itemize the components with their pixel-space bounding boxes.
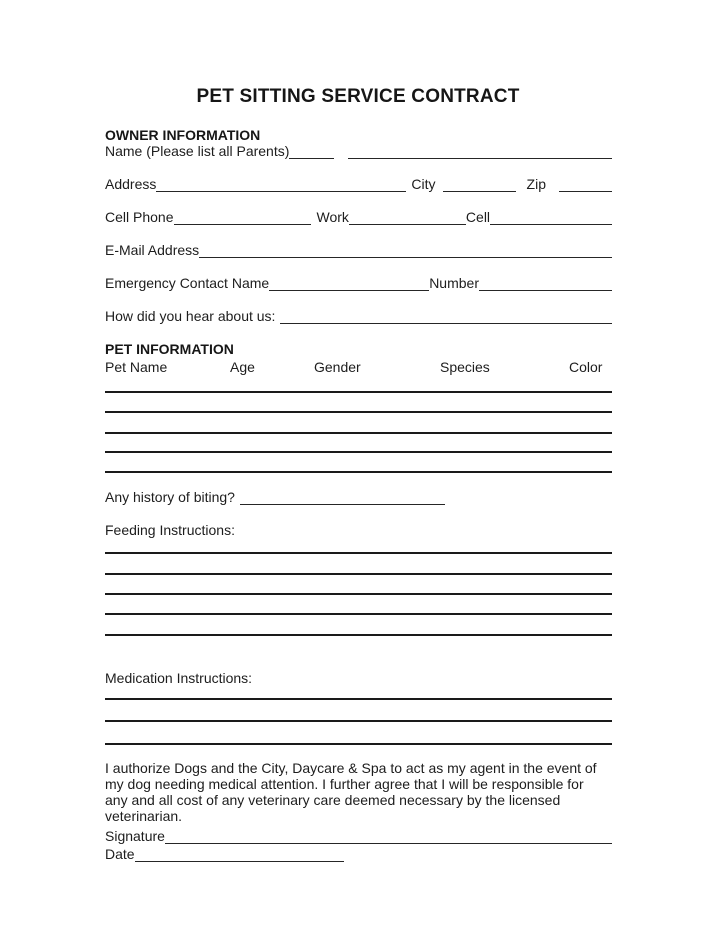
cell-fill-line: [490, 220, 612, 225]
color-column-header: Color: [569, 359, 603, 375]
date-row: [105, 846, 612, 863]
name-label: Name (Please list all Parents): [105, 143, 290, 159]
email-fill-line: [199, 253, 612, 258]
medication-line: [105, 720, 612, 722]
address-fill-line: [156, 187, 406, 192]
medication-instructions-row: [105, 670, 612, 687]
work-label: Work: [316, 209, 349, 225]
biting-history-row: [105, 489, 612, 506]
pet-table-header: [105, 359, 612, 374]
emergency-contact-name-label: Emergency Contact Name: [105, 275, 270, 291]
authorization-text-line: any and all cost of any veterinary care deemed necessary by the licensed: [105, 792, 561, 808]
email-field-row: [105, 242, 612, 259]
pet-information-heading: PET INFORMATION: [105, 341, 234, 357]
feeding-line: [105, 573, 612, 575]
name-field-row: [105, 143, 612, 160]
medication-instructions-label: Medication Instructions:: [105, 670, 253, 686]
pet-row-line: [105, 411, 612, 413]
gender-column-header: Gender: [314, 359, 361, 375]
form-title: PET SITTING SERVICE CONTRACT: [196, 86, 520, 107]
cell-label: Cell: [465, 209, 491, 225]
date-fill-line: [135, 857, 344, 862]
address-label: Address: [105, 176, 157, 192]
authorization-text: [105, 760, 617, 824]
city-fill-line: [443, 187, 516, 192]
pet-row-line: [105, 451, 612, 453]
medication-line: [105, 743, 612, 745]
pet-name-column-header: Pet Name: [105, 359, 168, 375]
species-column-header: Species: [440, 359, 490, 375]
pet-row-line: [105, 391, 612, 393]
signature-row: [105, 828, 612, 845]
feeding-instructions-label: Feeding Instructions:: [105, 522, 235, 538]
emergency-contact-row: [105, 275, 612, 292]
feeding-line: [105, 613, 612, 615]
phone-field-row: [105, 209, 612, 226]
pet-row-line: [105, 471, 612, 473]
name-fill-line-long: [348, 154, 612, 159]
age-column-header: Age: [230, 359, 255, 375]
authorization-text-line: I authorize Dogs and the City, Daycare & Spa to act as my agent in the event of: [105, 760, 597, 776]
zip-fill-line: [559, 187, 612, 192]
owner-information-heading: OWNER INFORMATION: [105, 127, 261, 143]
hear-about-us-label: How did you hear about us:: [105, 308, 276, 324]
hear-about-us-fill-line: [280, 319, 612, 324]
pet-row-line: [105, 432, 612, 434]
hear-about-us-row: [105, 308, 612, 325]
feeding-line: [105, 552, 612, 554]
cell-phone-fill-line: [174, 220, 311, 225]
biting-history-fill-line: [240, 500, 445, 505]
feeding-line: [105, 593, 612, 595]
signature-label: Signature: [105, 828, 165, 844]
work-fill-line: [349, 220, 466, 225]
authorization-text-line: veterinarian.: [105, 808, 183, 824]
biting-history-label: Any history of biting?: [105, 489, 235, 505]
name-fill-line-segment: [289, 154, 334, 159]
emergency-number-label: Number: [429, 275, 479, 291]
date-label: Date: [105, 846, 135, 862]
emergency-number-fill-line: [479, 286, 612, 291]
email-label: E-Mail Address: [105, 242, 200, 258]
cell-phone-label: Cell Phone: [105, 209, 174, 225]
city-label: City: [411, 176, 436, 192]
zip-label: Zip: [526, 176, 546, 192]
medication-line: [105, 698, 612, 700]
feeding-line: [105, 634, 612, 636]
address-field-row: [105, 176, 612, 193]
signature-fill-line: [165, 839, 612, 844]
emergency-contact-name-fill-line: [269, 286, 429, 291]
authorization-text-line: my dog needing medical attention. I further agree that I will be responsible for: [105, 776, 584, 792]
feeding-instructions-row: [105, 522, 612, 539]
